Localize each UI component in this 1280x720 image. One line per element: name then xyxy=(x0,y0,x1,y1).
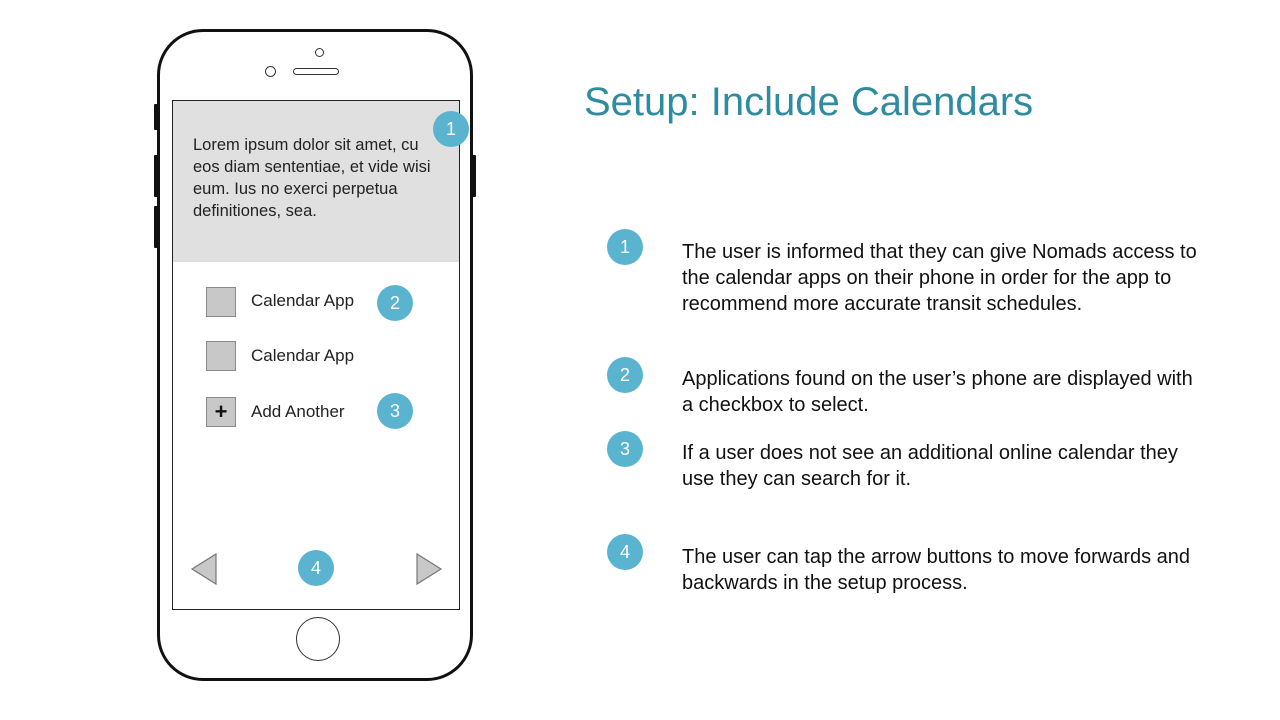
volume-up-button xyxy=(154,155,158,197)
calendar-app-checkbox[interactable] xyxy=(206,341,236,371)
power-button xyxy=(472,155,476,197)
calendar-app-label: Calendar App xyxy=(251,291,355,310)
note-badge-2: 2 xyxy=(607,357,643,393)
note-text-1: The user is informed that they can give Nomads access to the calendar apps on their phone in order for the app to recommend more accurate transit schedules. xyxy=(682,241,1197,315)
mute-switch xyxy=(154,104,158,130)
home-button[interactable] xyxy=(296,617,340,661)
badge-4: 4 xyxy=(298,550,334,586)
note-badge-1: 1 xyxy=(607,229,643,265)
add-another-button[interactable]: Add Another xyxy=(251,402,345,421)
page-title: Setup: Include Calendars xyxy=(584,80,1034,124)
intro-text: Lorem ipsum dolor sit amet, cu eos diam sententiae, et vide wisi eum. Ius no exerci perpetua definitiones, sea. xyxy=(193,136,431,220)
note-text-4: The user can tap the arrow buttons to move forwards and backwards in the setup process. xyxy=(682,546,1191,594)
plus-icon[interactable]: + xyxy=(206,397,236,427)
triangle-left-icon[interactable] xyxy=(190,552,218,586)
sensor-icon xyxy=(265,66,276,77)
speaker-grille xyxy=(293,68,339,75)
calendar-app-label: Calendar App xyxy=(251,346,355,365)
note-text-3: If a user does not see an additional online calendar they use they can search for it. xyxy=(682,442,1178,490)
note-text-2: Applications found on the user’s phone are displayed with a checkbox to select. xyxy=(682,368,1193,416)
note-badge-3: 3 xyxy=(607,431,643,467)
volume-down-button xyxy=(154,206,158,248)
badge-2: 2 xyxy=(377,285,413,321)
note-badge-4: 4 xyxy=(607,534,643,570)
intro-panel xyxy=(173,101,459,262)
badge-3: 3 xyxy=(377,393,413,429)
camera-icon xyxy=(315,48,324,57)
triangle-right-icon[interactable] xyxy=(415,552,443,586)
badge-1: 1 xyxy=(433,111,469,147)
phone-screen xyxy=(172,100,460,610)
calendar-app-checkbox[interactable] xyxy=(206,287,236,317)
